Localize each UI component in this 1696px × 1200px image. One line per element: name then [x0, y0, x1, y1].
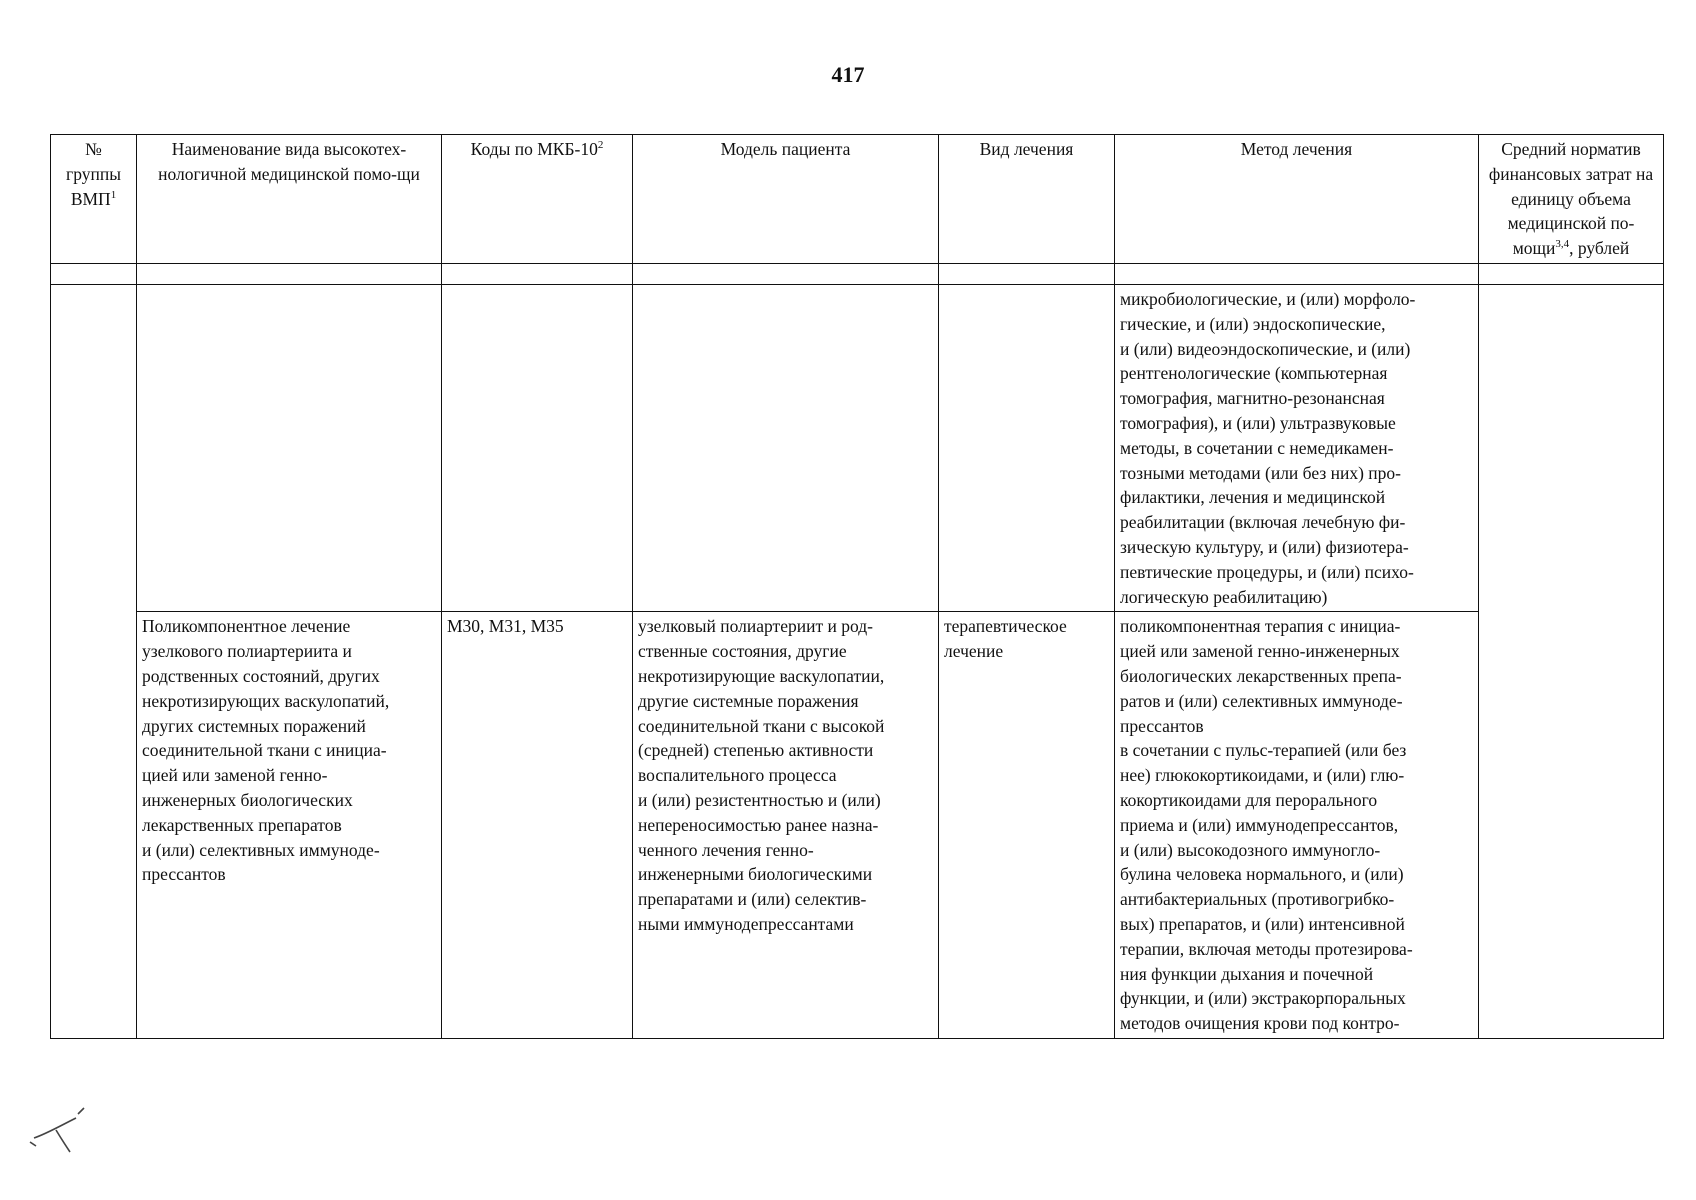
cell-cost [1479, 284, 1664, 1038]
column-number-cell [137, 263, 442, 284]
cell-treatment-type: терапевтическое лечение [939, 612, 1115, 1039]
cell-method: микробиологические, и (или) морфоло- гические, и (или) эндоскопические, и (или) видеоэндоскопические, и (или) рентгенологические (компьютерная томография, магнитно-резонансная томография), и (или) ультразвуковые методы, в сочетании с немедикамен- тозными методами (или без них) про- филактики, лечения и медицинской реабилитации (включая лечебную фи- зическую культуру, и (или) физиотера- певтические процедуры, и (или) психо- логическую реабилитацию) [1115, 284, 1479, 611]
column-number-cell [1479, 263, 1664, 284]
header-group-no: № группы ВМП$^1$ [51, 135, 137, 264]
page-number: 417 [831, 62, 865, 87]
cell-group-no [51, 284, 137, 1038]
header-row [51, 135, 1664, 264]
cell-name: Поликомпонентное лечение узелкового полиартериита и родственных состояний, других некротизирующих васкулопатий, других системных поражений соединительной ткани с инициа- цией или заменой генно- инженерных биологических лекарственных препаратов и (или) селективных иммуноде- прессантов [137, 612, 442, 1039]
column-number-row [51, 263, 1664, 284]
header-method: Метод лечения [1115, 135, 1479, 264]
header-treatment-type: Вид лечения [939, 135, 1115, 264]
cell-icd: M30, M31, M35 [442, 612, 633, 1039]
cell-patient-model: узелковый полиартериит и род- ственные состояния, другие некротизирующие васкулопатии, другие системные поражения соединительной ткани с высокой (средней) степенью активности воспалительного процесса и (или) резистентностью и (или) непереносимостью ранее назна- ченного лечения генно- инженерными биологическими препаратами и (или) селектив- ными иммунодепрессантами [633, 612, 939, 1039]
cell-name [137, 284, 442, 611]
header-name: Наименование вида высокотех-нологичной медицинской помо-щи [137, 135, 442, 264]
column-number-cell [1115, 263, 1479, 284]
vmp-table [50, 134, 1664, 1039]
handwritten-mark-icon [26, 1100, 96, 1160]
table-row [51, 284, 1664, 611]
header-icd: Коды по МКБ-$10^2$ [442, 135, 633, 264]
header-patient-model: Модель пациента [633, 135, 939, 264]
column-number-cell [633, 263, 939, 284]
vmp-table-container [50, 134, 1663, 1039]
table-row [51, 612, 1664, 1039]
column-number-cell [442, 263, 633, 284]
cell-icd [442, 284, 633, 611]
column-number-cell [51, 263, 137, 284]
column-number-cell [939, 263, 1115, 284]
cell-treatment-type [939, 284, 1115, 611]
cell-patient-model [633, 284, 939, 611]
header-cost: Средний норматив финансовых затрат на единицу объема медицинской по-мощи$^{3,4}$, рублей [1479, 135, 1664, 264]
cell-method: поликомпонентная терапия с инициа- цией или заменой генно-инженерных биологических лекарственных препа- ратов и (или) селективных иммуноде- прессантов в сочетании с пульс-терапией (или без нее) глюкокортикоидами, и (или) глю- кокортикоидами для перорального приема и (или) иммунодепрессантов, и (или) высокодозного иммуногло- булина человека нормального, и (или) антибактериальных (противогрибко- вых) препаратов, и (или) интенсивной терапии, включая методы протезирова- ния функции дыхания и почечной функции, и (или) экстракорпоральных методов очищения крови под контро- [1115, 612, 1479, 1039]
